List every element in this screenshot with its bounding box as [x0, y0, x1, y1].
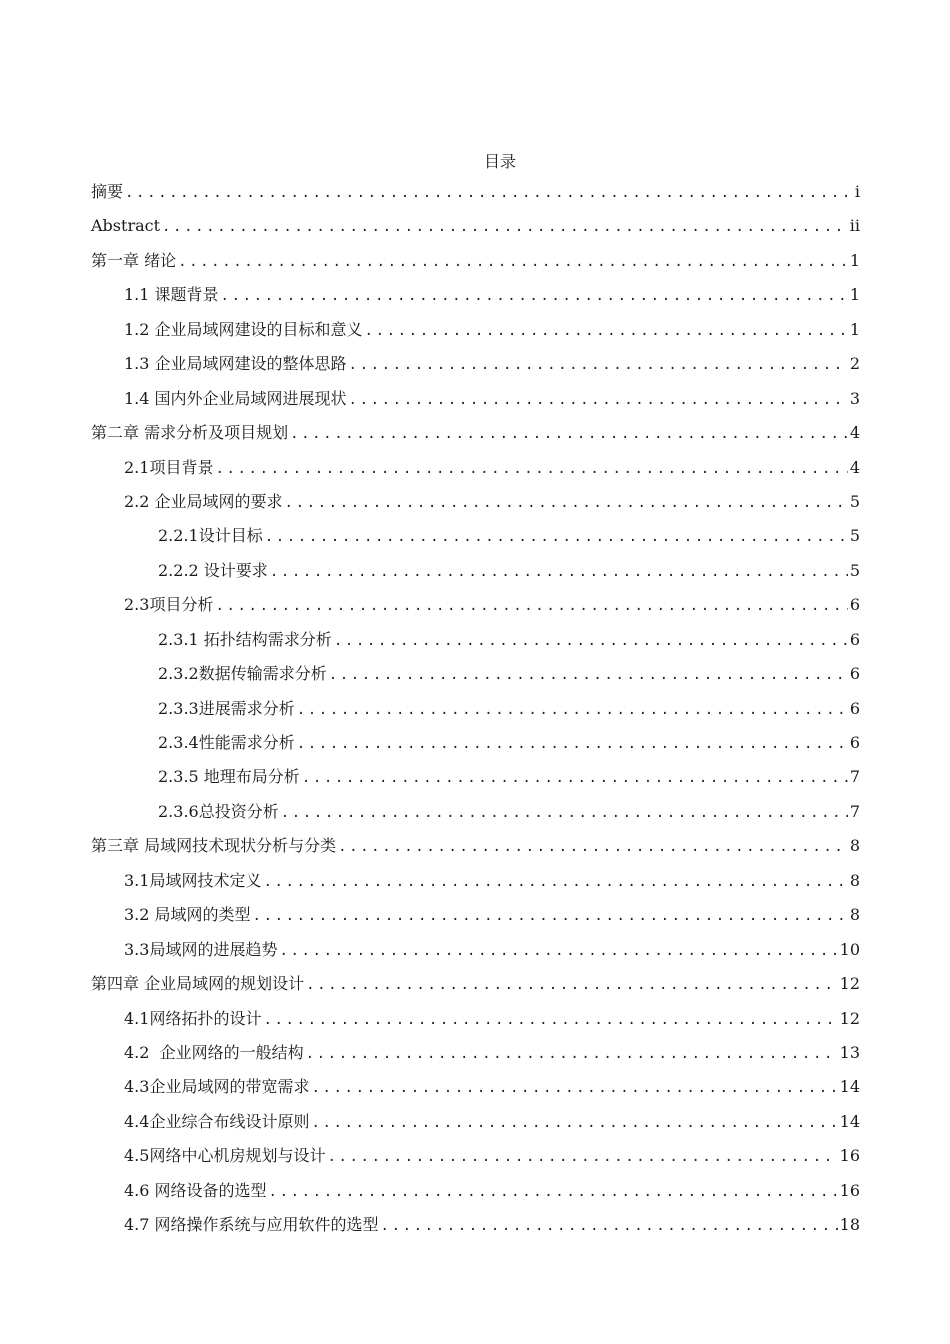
toc-entry-title: 1.1 课题背景 — [124, 285, 219, 305]
dot-leader — [263, 1007, 837, 1033]
dot-leader — [290, 421, 848, 447]
toc-entry-page-number: 5 — [849, 560, 860, 580]
toc-entry-title: 第二章 需求分析及项目规划 — [91, 423, 289, 443]
toc-entry-title: 4.2 企业网络的一般结构 — [124, 1042, 304, 1062]
dot-leader — [334, 628, 848, 654]
toc-entry[interactable] — [91, 179, 860, 213]
dot-leader — [327, 1144, 837, 1170]
toc-entry[interactable] — [91, 902, 860, 936]
toc-entry[interactable] — [91, 386, 860, 420]
dot-leader — [306, 1041, 838, 1067]
toc-entry-page-number: 1 — [849, 250, 860, 270]
toc-entry[interactable] — [91, 1212, 860, 1246]
toc-entry[interactable] — [91, 971, 860, 1005]
dot-leader — [285, 490, 848, 516]
toc-entry[interactable] — [91, 558, 860, 592]
toc-entry-title: 2.3.1 拓扑结构需求分析 — [158, 629, 332, 649]
toc-entry-page-number: 14 — [839, 1111, 860, 1131]
toc-entry-title: 2.1项目背景 — [124, 457, 214, 477]
dot-leader — [125, 180, 853, 206]
toc-entry-page-number: 6 — [849, 664, 860, 684]
toc-entry-page-number: 6 — [849, 733, 860, 752]
dot-leader — [263, 869, 847, 895]
dot-leader — [297, 731, 848, 757]
toc-entry-page-number: 16 — [839, 1180, 860, 1200]
dot-leader — [297, 697, 848, 723]
dot-leader — [265, 524, 848, 550]
toc-entry-title: 2.3.2数据传输需求分析 — [158, 664, 327, 684]
toc-title: 目录 — [483, 152, 516, 171]
toc-entry-page-number: 10 — [839, 939, 860, 959]
toc-entry-title: 3.3局域网的进展趋势 — [124, 939, 278, 959]
toc-entry[interactable] — [91, 1109, 860, 1143]
toc-entry-page-number: 8 — [849, 905, 860, 925]
dot-leader — [365, 318, 848, 344]
dot-leader — [311, 1110, 837, 1136]
toc-entry-title: 4.7 网络操作系统与应用软件的选型 — [124, 1215, 379, 1235]
toc-entry-title: 2.3.6总投资分析 — [158, 801, 279, 821]
toc-entry-page-number: 8 — [849, 870, 860, 890]
toc-entry[interactable] — [91, 282, 860, 316]
toc-entry-title: 4.4企业综合布线设计原则 — [124, 1111, 310, 1131]
toc-entry[interactable] — [91, 592, 860, 626]
toc-entry-page-number: 14 — [839, 1077, 860, 1097]
toc-entry[interactable] — [91, 248, 860, 282]
toc-entry[interactable] — [91, 1178, 860, 1212]
dot-leader — [178, 249, 848, 275]
toc-entry[interactable] — [91, 661, 860, 695]
toc-entry-page-number: 12 — [839, 1008, 860, 1028]
dot-leader — [253, 903, 848, 929]
dot-leader — [279, 938, 837, 964]
toc-entry-page-number: 5 — [849, 491, 860, 511]
toc-entry-title: 第一章 绪论 — [91, 250, 177, 270]
toc-entry-title: 4.3企业局域网的带宽需求 — [124, 1077, 310, 1097]
toc-entry-title: 4.5网络中心机房规划与设计 — [124, 1146, 326, 1166]
toc-entry-title: 2.3.3进展需求分析 — [158, 698, 295, 718]
toc-entry[interactable] — [91, 420, 860, 454]
toc-entry-title: 2.3.4性能需求分析 — [158, 733, 295, 752]
dot-leader — [381, 1213, 838, 1239]
dot-leader — [215, 593, 847, 619]
toc-entry-page-number: 18 — [839, 1215, 860, 1235]
table-of-contents — [91, 179, 860, 1247]
toc-entry-title: 第三章 局域网技术现状分析与分类 — [91, 836, 337, 856]
toc-entry[interactable] — [91, 764, 860, 798]
toc-entry-page-number: 8 — [849, 836, 860, 856]
dot-leader — [349, 387, 848, 413]
dot-leader — [270, 559, 848, 585]
toc-entry-title: 2.3.5 地理布局分析 — [158, 767, 300, 787]
toc-entry[interactable] — [91, 833, 860, 867]
toc-entry-title: 1.2 企业局域网建设的目标和意义 — [124, 319, 363, 339]
toc-entry-page-number: 1 — [849, 319, 860, 339]
toc-entry-title: 2.2.1设计目标 — [158, 526, 263, 546]
toc-entry-page-number: 6 — [849, 629, 860, 649]
toc-entry-title: 4.1网络拓扑的设计 — [124, 1008, 262, 1028]
toc-entry-title: 3.2 局域网的类型 — [124, 905, 251, 925]
toc-entry[interactable] — [91, 696, 860, 730]
dot-leader — [306, 972, 838, 998]
toc-entry[interactable] — [91, 317, 860, 351]
toc-entry[interactable] — [91, 523, 860, 557]
toc-entry-page-number: 16 — [839, 1146, 860, 1166]
toc-entry-page-number: 4 — [849, 423, 860, 443]
toc-entry[interactable] — [91, 868, 860, 902]
toc-entry-page-number: 2 — [849, 354, 860, 374]
toc-entry-title: 第四章 企业局域网的规划设计 — [91, 974, 305, 994]
toc-entry-title: 3.1局域网技术定义 — [124, 870, 262, 890]
toc-entry-page-number: 13 — [839, 1042, 860, 1062]
toc-entry-page-number: ii — [849, 216, 860, 236]
dot-leader — [338, 834, 848, 860]
toc-entry[interactable] — [91, 730, 860, 764]
toc-entry[interactable] — [91, 937, 860, 971]
dot-leader — [281, 800, 848, 826]
toc-entry-page-number: 1 — [849, 285, 860, 305]
toc-entry-page-number: 5 — [849, 526, 860, 546]
toc-entry[interactable] — [91, 1143, 860, 1177]
toc-entry-title: 2.3项目分析 — [124, 595, 214, 615]
dot-leader — [349, 352, 848, 378]
dot-leader — [221, 283, 848, 309]
toc-entry-title: 摘要 — [91, 182, 124, 201]
dot-leader — [302, 765, 848, 791]
toc-entry-page-number: 12 — [839, 974, 860, 994]
toc-entry-title: Abstract — [91, 216, 161, 236]
toc-entry[interactable] — [91, 489, 860, 523]
toc-entry-page-number: 7 — [849, 801, 860, 821]
toc-entry-page-number: 3 — [849, 388, 860, 408]
dot-leader — [162, 214, 848, 240]
toc-entry[interactable] — [91, 213, 860, 247]
toc-entry[interactable] — [91, 1006, 860, 1040]
dot-leader — [269, 1179, 838, 1205]
toc-entry-title: 1.4 国内外企业局域网进展现状 — [124, 388, 347, 408]
toc-entry-title: 2.2.2 设计要求 — [158, 560, 268, 580]
toc-entry-page-number: 4 — [849, 457, 860, 477]
toc-entry[interactable] — [91, 627, 860, 661]
toc-entry-page-number: 7 — [849, 767, 860, 787]
toc-entry[interactable] — [91, 351, 860, 385]
toc-entry-title: 1.3 企业局域网建设的整体思路 — [124, 354, 347, 374]
dot-leader — [311, 1075, 837, 1101]
toc-entry[interactable] — [91, 1040, 860, 1074]
toc-entry-title: 2.2 企业局域网的要求 — [124, 491, 283, 511]
dot-leader — [329, 662, 848, 688]
dot-leader — [215, 456, 847, 482]
toc-entry[interactable] — [91, 455, 860, 489]
toc-entry[interactable] — [91, 1074, 860, 1108]
toc-entry-page-number: i — [854, 182, 860, 201]
toc-entry-title: 4.6 网络设备的选型 — [124, 1180, 267, 1200]
toc-entry[interactable] — [91, 799, 860, 833]
toc-entry-page-number: 6 — [849, 595, 860, 615]
toc-entry-page-number: 6 — [849, 698, 860, 718]
